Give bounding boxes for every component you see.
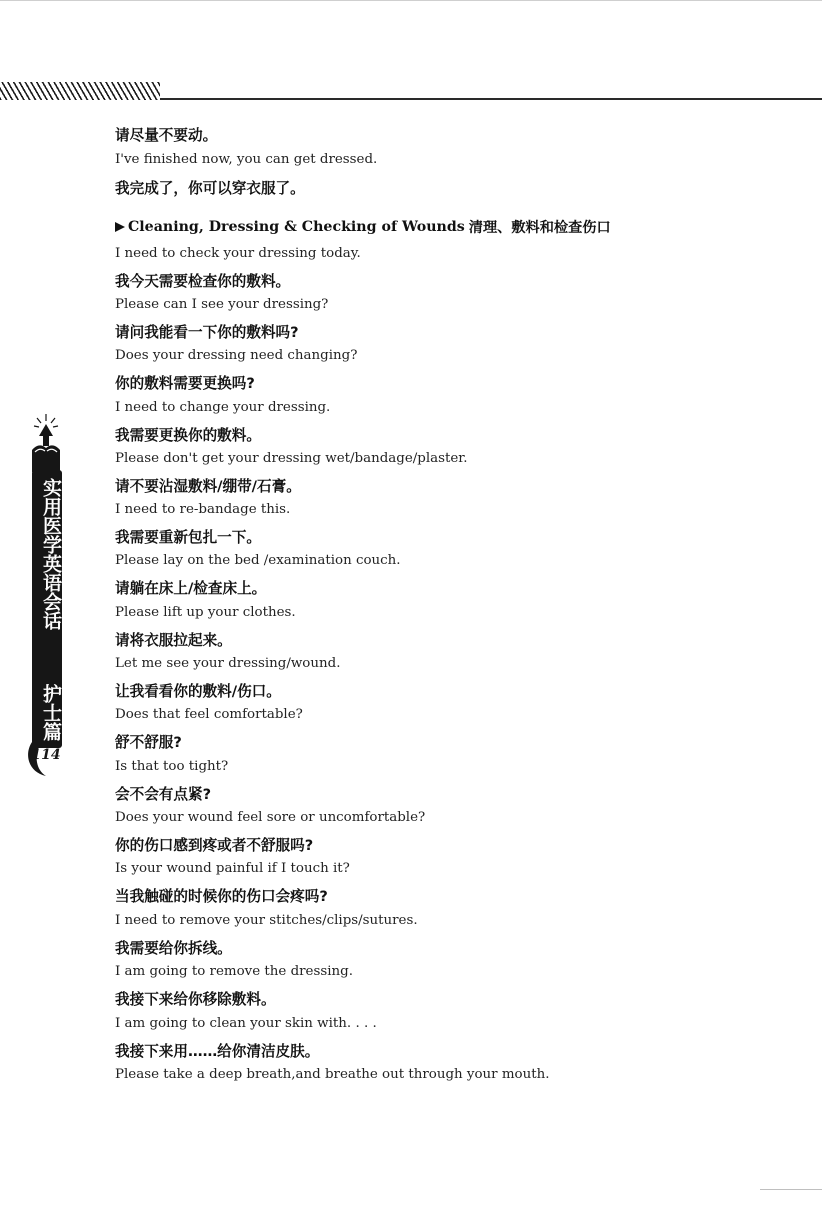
phrase-en: I need to re-bandage this. (115, 502, 291, 517)
intro-line-en: I've finished now, you can get dressed. (115, 152, 378, 167)
phrase-en: I need to check your dressing today. (115, 246, 361, 261)
phrase-zh: 我接下来给你移除敷料。 (115, 991, 276, 1008)
phrase-en: Does that feel comfortable? (115, 707, 303, 722)
section-heading-zh: 清理、敷料和检查伤口 (468, 220, 611, 236)
phrase-zh: 你的敷料需要更换吗? (115, 375, 255, 392)
header-hatch-decoration (0, 82, 160, 100)
phrase-en: Does your dressing need changing? (115, 348, 358, 363)
phrase-zh: 当我触碰的时候你的伤口会疼吗? (115, 888, 328, 905)
phrase-zh: 舒不舒服? (115, 734, 182, 751)
phrase-zh: 我今天需要检查你的敷料。 (115, 273, 291, 290)
page-top-edge (0, 0, 822, 1)
book-arrow-icon (26, 412, 66, 472)
page-number-badge (26, 738, 66, 778)
section-heading (115, 217, 611, 237)
phrase-zh: 请问我能看一下你的敷料吗? (115, 324, 299, 341)
phrase-zh: 你的伤口感到疼或者不舒服吗? (115, 837, 314, 854)
phrase-zh: 会不会有点紧? (115, 786, 212, 803)
phrase-zh: 让我看看你的敷料/伤口。 (115, 683, 281, 700)
phrase-en: I need to remove your stitches/clips/sutures. (115, 913, 418, 928)
phrase-zh: 我需要给你拆线。 (115, 940, 232, 957)
phrase-en: Please can I see your dressing? (115, 297, 329, 312)
phrase-en: Is your wound painful if I touch it? (115, 861, 350, 876)
phrase-zh: 请将衣服拉起来。 (115, 632, 232, 649)
phrase-zh: 请躺在床上/检查床上。 (115, 580, 267, 597)
intro-line-zh: 我完成了，你可以穿衣服了。 (115, 180, 305, 197)
header-rule (160, 98, 822, 100)
phrase-en: I am going to clean your skin with. . . . (115, 1016, 377, 1031)
phrase-zh: 请不要沾湿敷料/绷带/石膏。 (115, 478, 301, 495)
page-number: 114 (31, 747, 61, 763)
page-bottom-mark (760, 1189, 822, 1190)
side-chapter-tab (26, 412, 66, 782)
book-title: 实用医学英语会话 (40, 478, 62, 630)
phrase-zh: 我需要更换你的敷料。 (115, 427, 261, 444)
phrase-en: Is that too tight? (115, 759, 229, 774)
book-subtitle: 护士篇 (40, 684, 62, 741)
intro-line-zh: 请尽量不要动。 (115, 127, 218, 144)
section-arrow-icon (115, 222, 125, 232)
phrase-en: Please lay on the bed /examination couch. (115, 553, 401, 568)
phrase-en: Does your wound feel sore or uncomfortable? (115, 810, 426, 825)
phrase-en: Please don't get your dressing wet/bandage/plaster. (115, 451, 468, 466)
phrase-zh: 我需要重新包扎一下。 (115, 529, 261, 546)
phrase-en: Please take a deep breath,and breathe out through your mouth. (115, 1067, 550, 1082)
side-tab-title (32, 478, 62, 741)
phrase-en: Let me see your dressing/wound. (115, 656, 341, 671)
phrase-zh: 我接下来用……给你清洁皮肤。 (115, 1043, 320, 1060)
phrase-en: Please lift up your clothes. (115, 605, 296, 620)
section-heading-en: Cleaning, Dressing & Checking of Wounds (128, 219, 465, 235)
phrase-en: I am going to remove the dressing. (115, 964, 353, 979)
phrase-en: I need to change your dressing. (115, 400, 331, 415)
